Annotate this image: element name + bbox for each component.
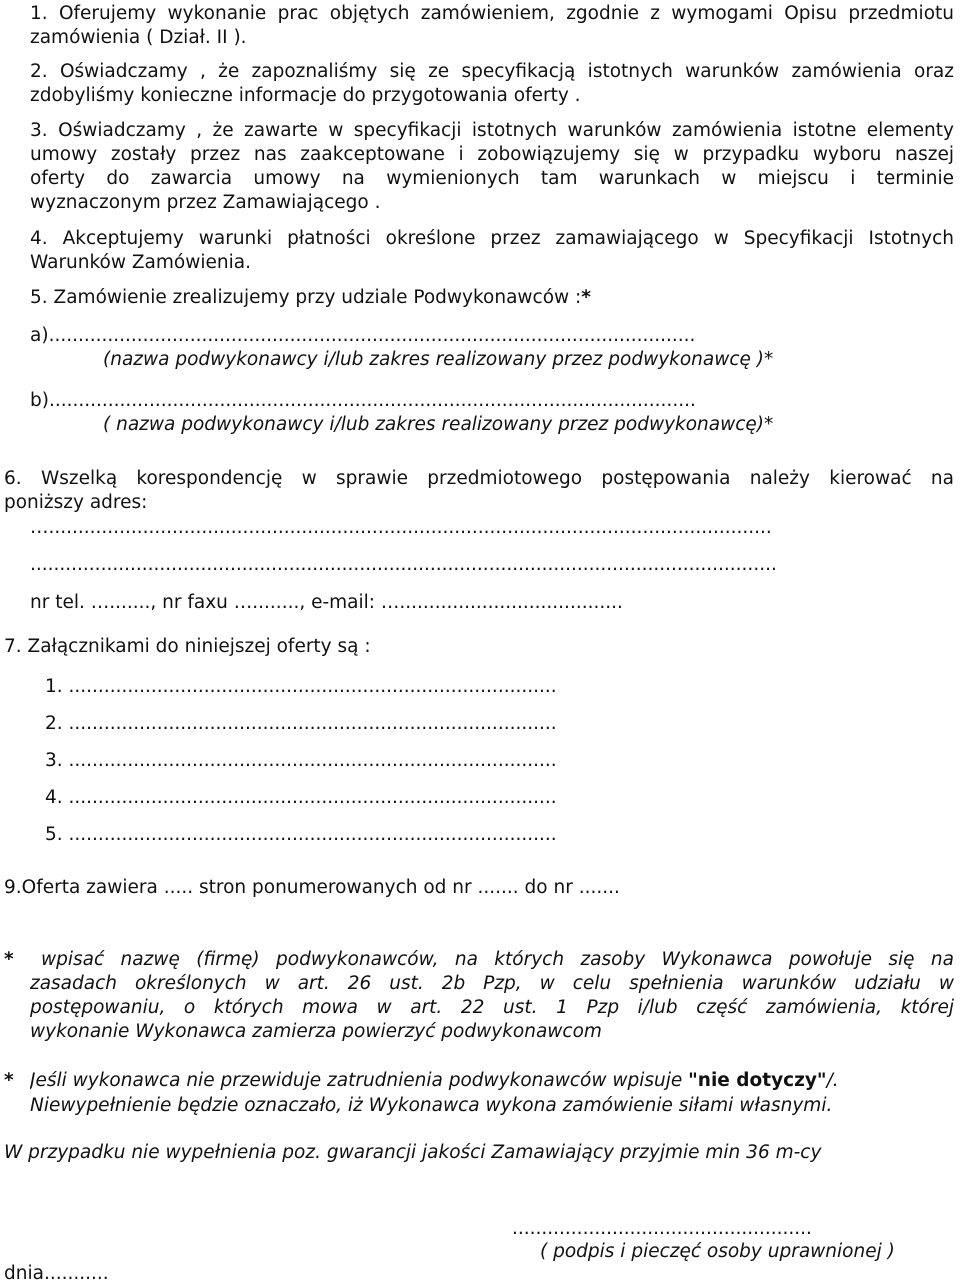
contact-fields[interactable]: nr tel. …......., nr faxu …........, e-mail: …...................................... bbox=[30, 592, 623, 613]
item-1-line-1: 1. Oferujemy wykonanie prac objętych zamówieniem, zgodnie z wymogami Opisu przedmiotu bbox=[30, 3, 954, 24]
item-3-line-1: 3. Oświadczamy , że zawarte w specyfikacji istotnych warunków zamówienia istotne elementy bbox=[30, 120, 954, 141]
attachment-field-3[interactable]: 3. ................................................................................... bbox=[45, 750, 557, 771]
footnote-2-line-1: Jeśli wykonawca nie przewiduje zatrudnienia podwykonawców wpisuje "nie dotyczy"/. bbox=[30, 1070, 839, 1091]
footnote-1-line-1: wpisać nazwę (firmę) podwykonawców, na których zasoby Wykonawca powołuje się na bbox=[41, 949, 954, 970]
item-4-line-1: 4. Akceptujemy warunki płatności określone przez zamawiającego w Specyfikacji Istotnych bbox=[30, 228, 954, 249]
item-2-line-1: 2. Oświadczamy , że zapoznaliśmy się ze specyfikacją istotnych warunków zamówienia oraz bbox=[30, 61, 954, 82]
attachment-field-2[interactable]: 2. ................................................................................... bbox=[45, 713, 557, 734]
item-9-pages[interactable]: 9.Oferta zawiera ..... stron ponumerowanych od nr ....... do nr ....... bbox=[4, 877, 620, 898]
subcontractor-b-field[interactable]: b).............................................................................................................. bbox=[30, 390, 696, 411]
footnote-2-line-2: Niewypełnienie będzie oznaczało, iż Wykonawca wykona zamówienie siłami własnymi. bbox=[30, 1095, 833, 1116]
item-2-line-2: zdobyliśmy konieczne informacje do przygotowania oferty . bbox=[30, 85, 581, 106]
subcontractor-b-caption: ( nazwa podwykonawcy i/lub zakres realizowany przez podwykonawcę)* bbox=[103, 414, 774, 435]
subcontractor-a-caption: (nazwa podwykonawcy i/lub zakres realizowany przez podwykonawcę )* bbox=[103, 349, 774, 370]
footnote-1-star: * bbox=[4, 949, 14, 970]
item-3-line-2: umowy zostały przez nas zaakceptowane i zobowiązujemy się w przypadku wyboru naszej bbox=[30, 144, 954, 165]
item-1-line-2: zamówienia ( Dział. II ). bbox=[30, 27, 247, 48]
item-6-line-1: 6. Wszelką korespondencję w sprawie przedmiotowego postępowania należy kierować na bbox=[4, 468, 954, 489]
item-4-line-2: Warunków Zamówienia. bbox=[30, 252, 251, 273]
footnote-1-line-2: zasadach określonych w art. 26 ust. 2b Pzp, w celu spełnienia warunków udziału w bbox=[30, 973, 954, 994]
signature-field[interactable]: ................................................... bbox=[512, 1218, 812, 1239]
attachment-field-4[interactable]: 4. ................................................................................... bbox=[45, 787, 557, 808]
item-6-line-2: poniższy adres: bbox=[4, 492, 148, 513]
address-field-line-1[interactable]: …........................................................................................................................... bbox=[30, 517, 772, 538]
guarantee-note: W przypadku nie wypełnienia poz. gwarancji jakości Zamawiający przyjmie min 36 m-cy bbox=[4, 1142, 822, 1163]
item-7-line-1: 7. Załącznikami do niniejszej oferty są : bbox=[4, 636, 371, 657]
signature-caption: ( podpis i pieczęć osoby uprawnionej ) bbox=[540, 1241, 895, 1262]
item-3-line-3: oferty do zawarcia umowy na wymienionych tam warunkach w miejscu i terminie bbox=[30, 168, 954, 189]
address-field-line-2[interactable]: ............................................................................................................................... bbox=[30, 554, 777, 575]
item-5-line-1: 5. Zamówienie zrealizujemy przy udziale Podwykonawców :* bbox=[30, 287, 591, 308]
date-field[interactable]: dnia........... bbox=[4, 1263, 109, 1284]
footnote-2-star: * bbox=[4, 1070, 14, 1091]
footnote-1-line-4: wykonanie Wykonawca zamierza powierzyć podwykonawcom bbox=[30, 1021, 602, 1042]
attachment-field-1[interactable]: 1. ................................................................................... bbox=[45, 676, 557, 697]
subcontractor-a-field[interactable]: a).............................................................................................................. bbox=[30, 325, 696, 346]
footnote-1-line-3: postępowaniu, o których mowa w art. 22 ust. 1 Pzp i/lub część zamówienia, której bbox=[30, 997, 954, 1018]
item-3-line-4: wyznaczonym przez Zamawiającego . bbox=[30, 192, 381, 213]
attachment-field-5[interactable]: 5. ................................................................................... bbox=[45, 824, 557, 845]
